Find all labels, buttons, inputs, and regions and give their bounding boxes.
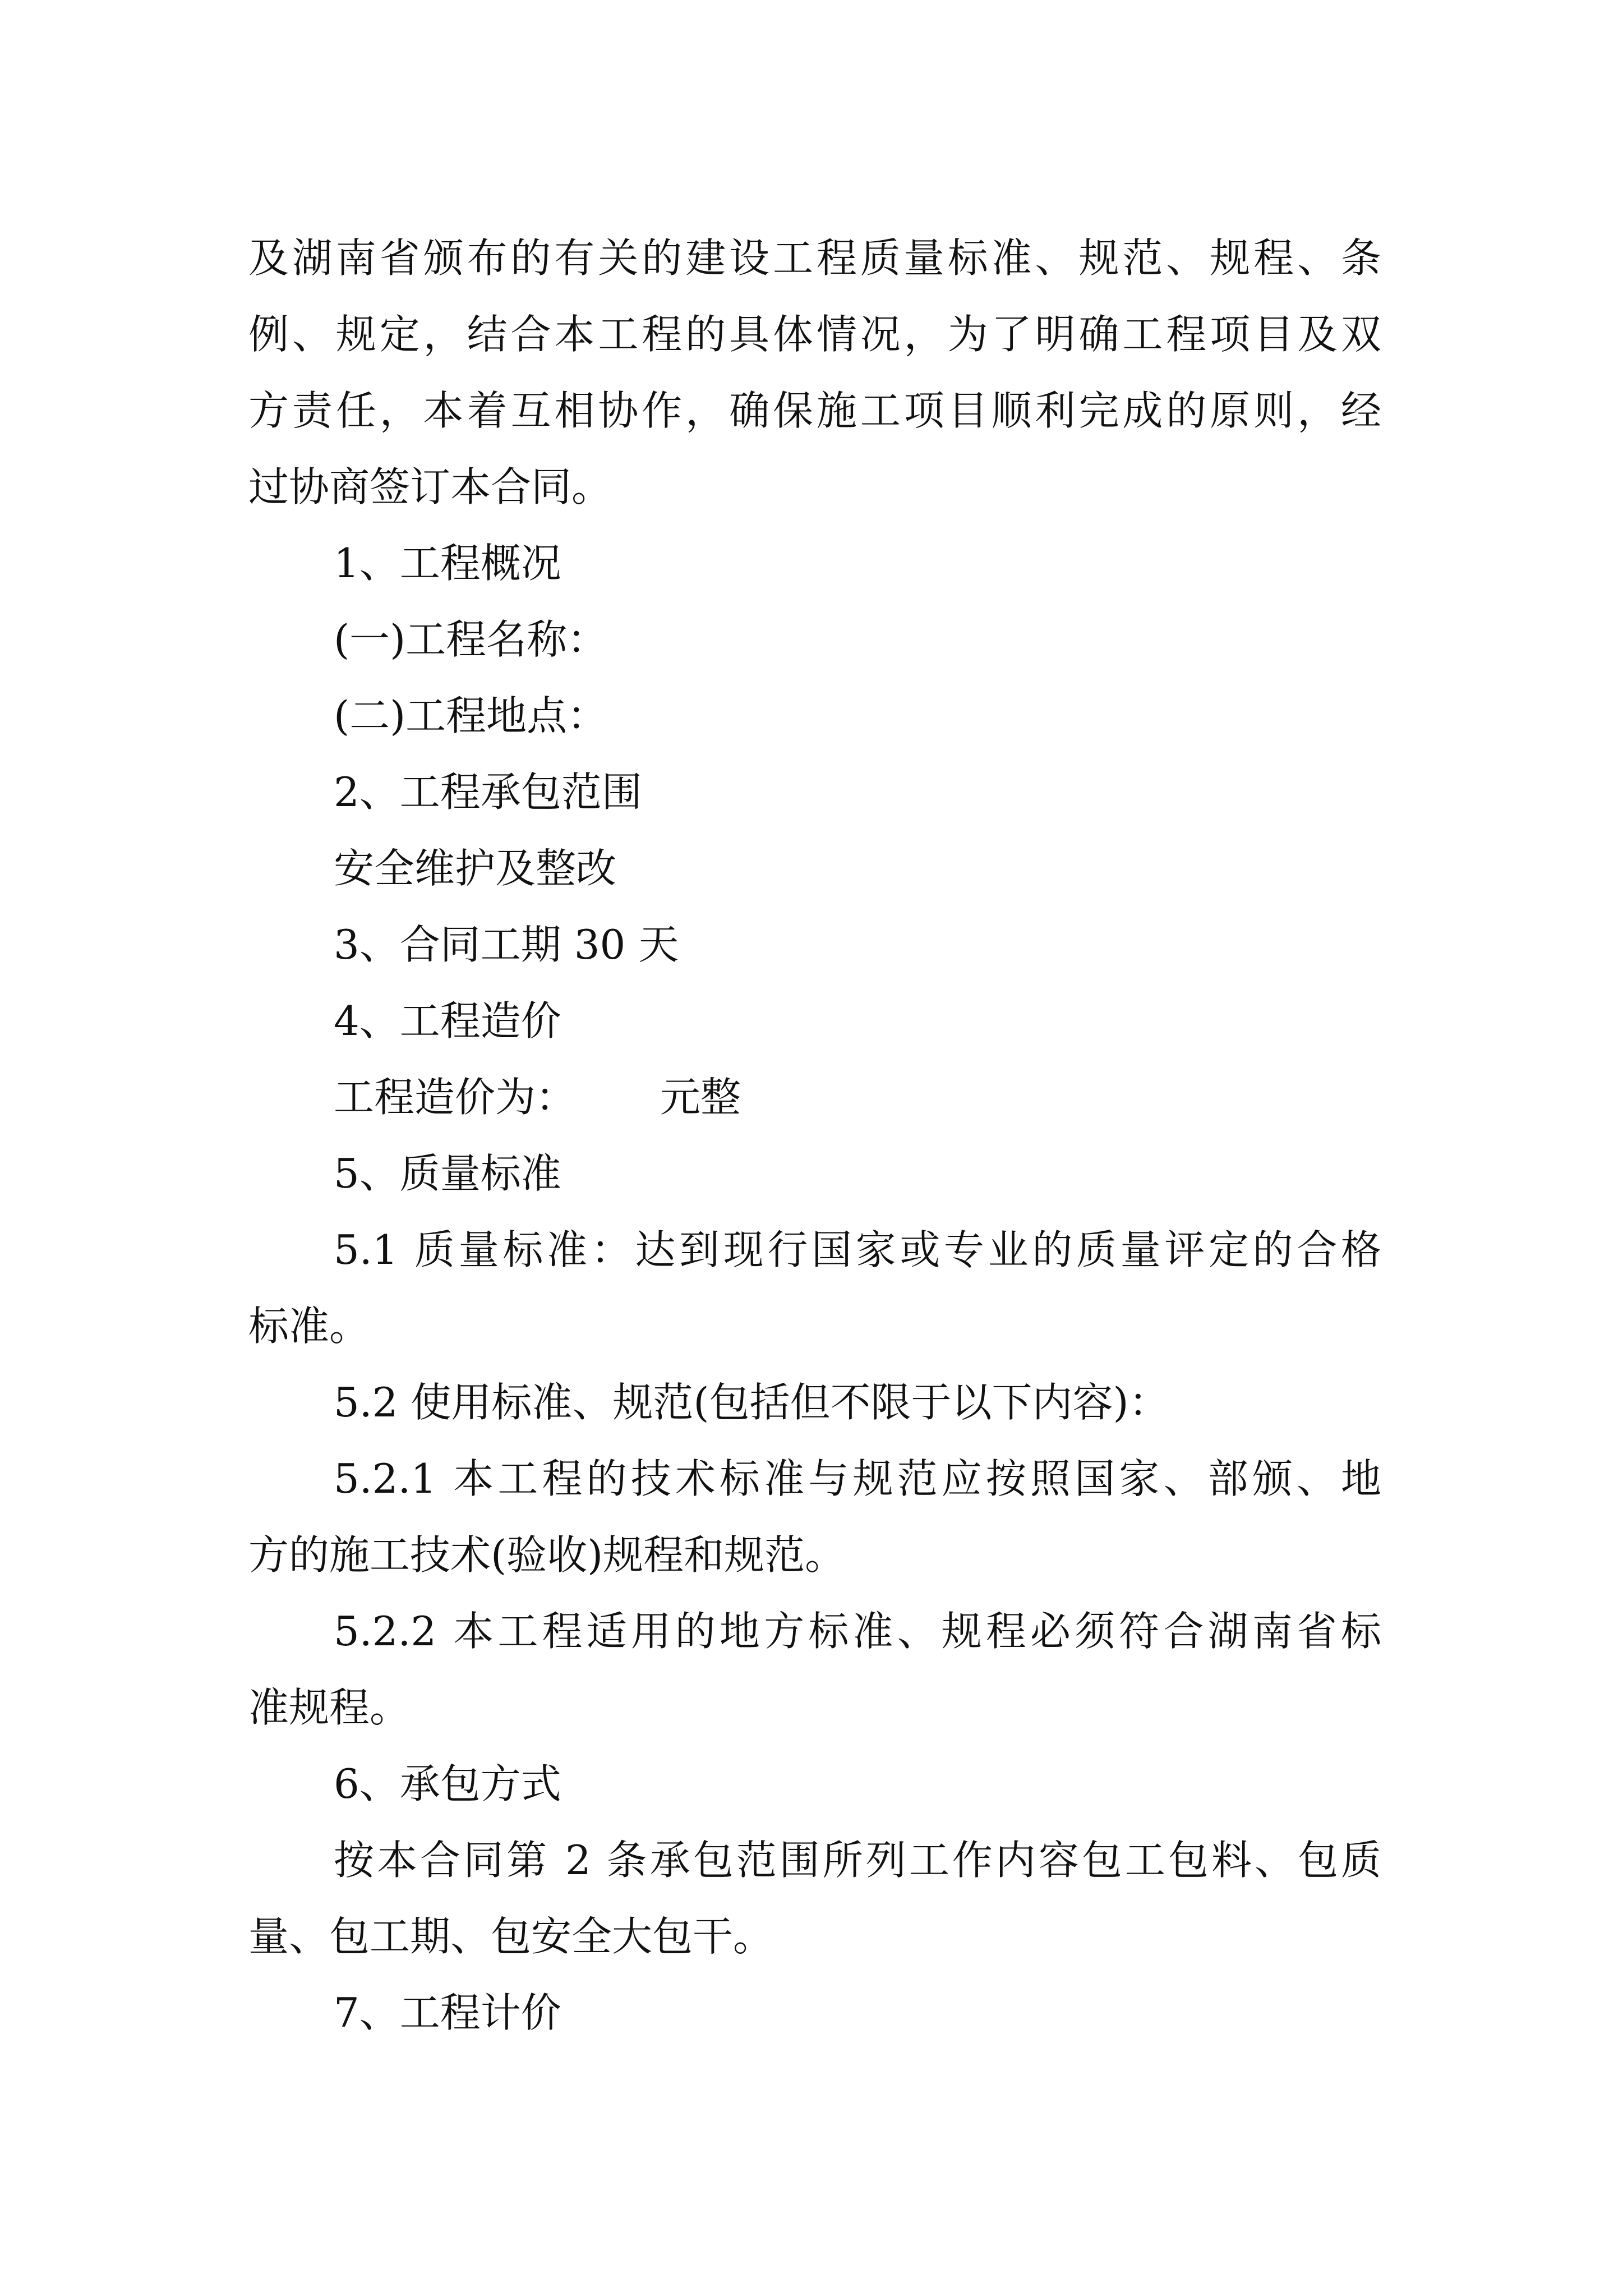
text-line: 过协商签订本合同。: [248, 463, 612, 510]
heading-project-overview: 1、工程概况: [334, 540, 561, 587]
paragraph-5-1: [248, 1212, 1381, 1364]
paragraph-5-2-2: [248, 1593, 1381, 1746]
text-line: 方责任，本着互相协作，确保施工项目顺利完成的原则，经: [248, 387, 1381, 434]
text-line: 例、规定，结合本工程的具体情况，为了明确工程项目及双: [248, 311, 1381, 358]
heading-contract-method: 6、承包方式: [334, 1760, 561, 1807]
project-cost-suffix: 元整: [660, 1074, 741, 1121]
paragraph-5-2-1: [248, 1441, 1381, 1593]
heading-contract-scope: 2、工程承包范围: [334, 769, 642, 816]
text-line: 5.2.1 本工程的技术标准与规范应按照国家、部颁、地: [334, 1455, 1381, 1502]
contract-text: [248, 220, 1381, 2051]
text-line: 按本合同第 2 条承包范围所列工作内容包工包料、包质: [334, 1837, 1381, 1884]
paragraph-intro: [248, 220, 1381, 525]
heading-project-cost: 4、工程造价: [334, 997, 561, 1045]
item-project-name: (一)工程名称：: [334, 616, 608, 663]
text-line: 5.1 质量标准：达到现行国家或专业的质量评定的合格: [334, 1226, 1381, 1273]
paragraph-5-2: 5.2 使用标准、规范(包括但不限于以下内容)：: [334, 1379, 1169, 1426]
paragraph-contract-method: [248, 1822, 1381, 1975]
project-cost-line: [248, 1059, 1381, 1135]
heading-contract-period: 3、合同工期 30 天: [334, 921, 679, 968]
scope-description: 安全维护及整改: [334, 845, 617, 892]
text-line: 量、包工期、包安全大包干。: [248, 1913, 774, 1960]
text-line: 及湖南省颁布的有关的建设工程质量标准、规范、规程、条: [248, 234, 1381, 282]
item-project-location: (二)工程地点：: [334, 692, 608, 739]
text-line: 5.2.2 本工程适用的地方标准、规程必须符合湖南省标: [334, 1608, 1381, 1655]
heading-project-pricing: 7、工程计价: [334, 1989, 561, 2036]
text-line: 标准。: [248, 1303, 370, 1350]
text-line: 准规程。: [248, 1684, 411, 1731]
project-cost-label: 工程造价为：: [334, 1074, 577, 1121]
heading-quality-standard: 5、质量标准: [334, 1150, 561, 1197]
text-line: 方的施工技术(验收)规程和规范。: [248, 1531, 846, 1579]
